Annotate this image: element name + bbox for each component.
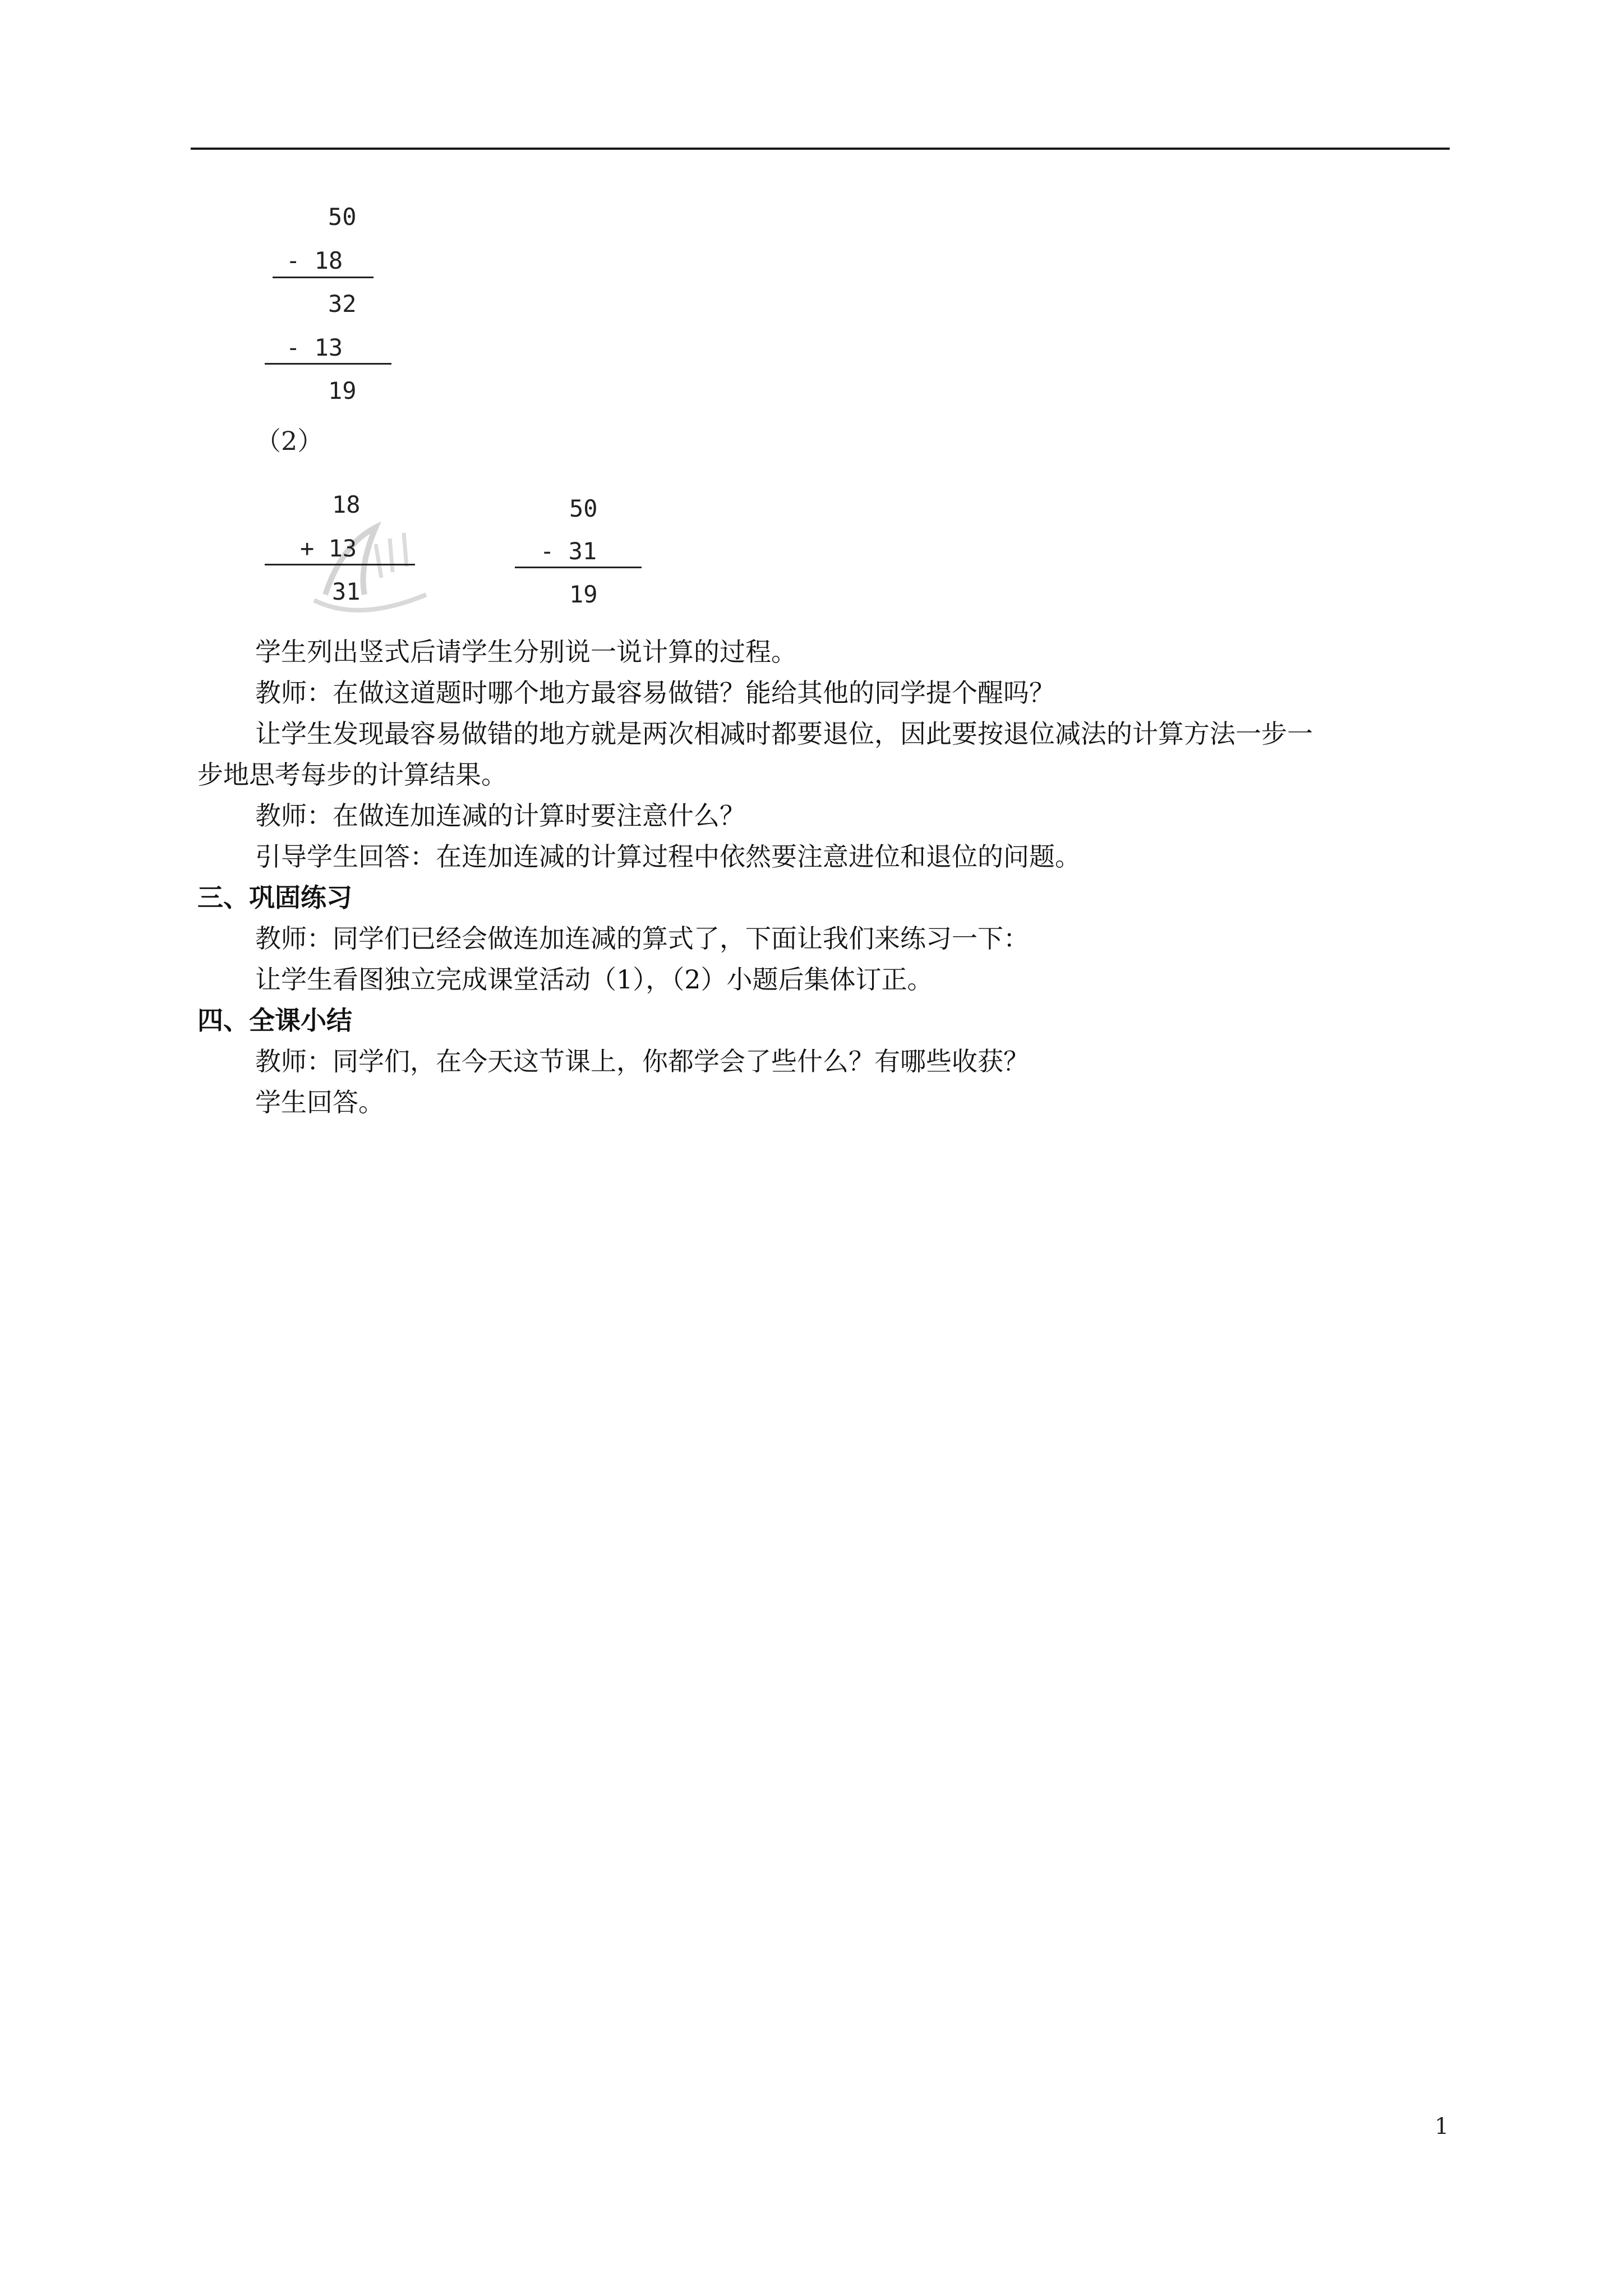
calc1-operand-c: - 13	[286, 334, 343, 361]
calc2-result: 31	[332, 578, 361, 605]
calc3-operand-b: - 31	[540, 537, 597, 565]
section-3-line-1: 教师：同学们已经会做连加连减的算式了，下面让我们来练习一下：	[255, 923, 1029, 954]
section-4-line-1: 教师：同学们，在今天这节课上，你都学会了些什么？有哪些收获？	[255, 1046, 1029, 1076]
calc1-operand-a: 50	[328, 203, 357, 231]
page-number: 1	[1435, 2114, 1449, 2139]
calc1-result-1: 32	[328, 290, 357, 318]
calc1-rule-1	[273, 277, 374, 278]
paragraph-2: 教师：在做这道题时哪个地方最容易做错？能给其他的同学提个醒吗？	[255, 678, 1055, 708]
section-3-heading: 三、巩固练习	[197, 882, 352, 913]
calc3-operand-a: 50	[569, 495, 598, 522]
sub-question-label: （2）	[255, 426, 324, 456]
calc2-operand-b: + 13	[300, 535, 357, 562]
calc2-rule	[265, 564, 415, 565]
header-rule	[191, 148, 1450, 150]
calc1-rule-2	[265, 363, 391, 365]
paragraph-1: 学生列出竖式后请学生分别说一说计算的过程。	[255, 637, 797, 667]
section-3-line-2: 让学生看图独立完成课堂活动（1），（2）小题后集体订正。	[255, 964, 933, 995]
paragraph-4: 教师：在做连加连减的计算时要注意什么？	[255, 800, 745, 831]
section-4-heading: 四、全课小结	[197, 1005, 352, 1036]
calc3-result: 19	[569, 581, 598, 608]
paragraph-5: 引导学生回答：在连加连减的计算过程中依然要注意进位和退位的问题。	[255, 841, 1081, 872]
section-4-line-2: 学生回答。	[255, 1087, 384, 1117]
calc2-operand-a: 18	[332, 491, 361, 518]
paragraph-3-line-1: 让学生发现最容易做错的地方就是两次相减时都要退位，因此要按退位减法的计算方法一步一	[255, 719, 1313, 749]
calc3-rule	[515, 567, 642, 568]
calc1-result-2: 19	[328, 377, 357, 404]
paragraph-3-line-2: 步地思考每步的计算结果。	[197, 760, 507, 790]
watermark-logo	[292, 510, 437, 623]
calc1-operand-b: - 18	[286, 247, 343, 274]
